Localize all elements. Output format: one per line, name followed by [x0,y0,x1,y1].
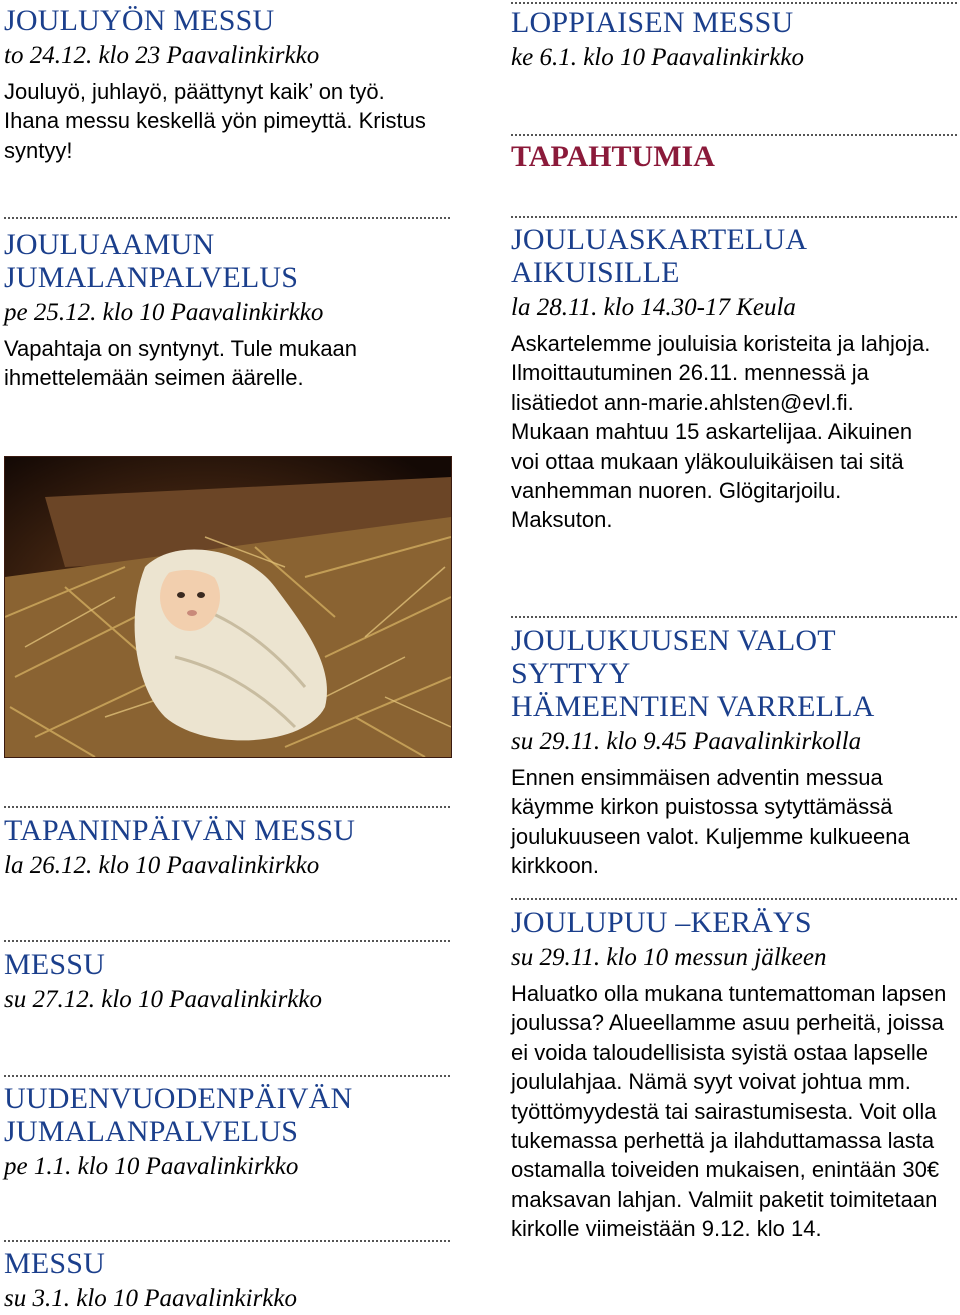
event-title-line2: JUMALANPALVELUS [4,1115,299,1148]
event-title-line1: JOULUKUUSEN VALOT SYTTYY [511,624,836,690]
event-description: Vapahtaja on syntynyt. Tule mukaan ihmettelemään seimen äärelle. [4,336,358,391]
event-time: su 29.11. klo 10 messun jälkeen [511,944,827,971]
divider [4,217,450,219]
event-description: Jouluyö, juhlayö, päättynyt kaik’ on työ. Ihana messu keskellä yön pimeyttä. Kristus syntyy! [4,79,426,163]
divider [511,898,957,900]
divider [4,806,450,808]
event-jouluaskartelua [511,223,957,535]
event-joulukuusen-valot [511,624,957,881]
event-time: pe 25.12. klo 10 Paavalinkirkko [4,299,324,326]
event-title: MESSU [4,1247,106,1280]
event-messu-27-12 [4,948,450,1021]
event-description: Ennen ensimmäisen adventin messua käymme kirkon puistossa sytyttämässä joulukuuseen valot. Kuljemme kulkueena kirkkoon. [511,765,910,879]
event-title: TAPANINPÄIVÄN MESSU [4,814,356,847]
event-title: LOPPIAISEN MESSU [511,6,794,39]
event-time: su 29.11. klo 9.45 Paavalinkirkolla [511,728,862,755]
event-title: MESSU [4,948,106,981]
event-time: su 3.1. klo 10 Paavalinkirkko [4,1285,297,1312]
event-title-line1: UUDENVUODENPÄIVÄN [4,1082,353,1115]
divider [4,940,450,942]
event-messu-3-1 [4,1247,450,1314]
event-description: Haluatko olla mukana tuntemattoman lapsen joulussa? Alueellamme asuu perheitä, joissa ei voida taloudellisista syistä ostaa lapselle joululahjaa. Nämä syyt voivat johtua mm. työttömyydestä tai sairastumisesta. Voit olla tukemassa perhettä ja ilahduttamassa lasta ostamalla toiveiden mukaisen, enintään 30€ maksavan lahjan. Valmiit paketit toimitetaan kirkolle viimeistään 9.12. klo 14. [511,981,947,1242]
event-uudenvuodenpaivan-jumalanpalvelus [4,1082,450,1188]
event-title-line1: JOULUAAMUN [4,228,215,261]
event-title: JOULUYÖN MESSU [4,4,275,37]
event-jouluyon-messu [4,4,450,165]
event-title-line2: AIKUISILLE [511,256,680,289]
event-jouluaamun-jumalanpalvelus [4,228,450,393]
event-time: su 27.12. klo 10 Paavalinkirkko [4,986,322,1013]
event-description: Askartelemme jouluisia koristeita ja lahjoja. Ilmoittautuminen 26.11. mennessä ja lisätiedot ann-marie.ahlsten@evl.fi. Mukaan mahtuu 15 askartelijaa. Aikuinen voi ottaa mukaan yläkouluikäisen tai sitä vanhemman nuoren. Glögitarjoilu. Maksuton. [511,331,931,533]
event-title-line1: JOULUASKARTELUA [511,223,808,256]
divider [4,1240,450,1242]
event-loppiaisen-messu [511,6,957,79]
divider [511,616,957,618]
event-time: pe 1.1. klo 10 Paavalinkirkko [4,1153,299,1180]
section-header-tapahtumia [511,140,957,174]
event-time: ke 6.1. klo 10 Paavalinkirkko [511,44,804,71]
event-time: la 28.11. klo 14.30-17 Keula [511,294,796,321]
event-tapaninpaivan-messu [4,814,450,887]
section-title: TAPAHTUMIA [511,140,715,173]
event-time: to 24.12. klo 23 Paavalinkirkko [4,42,320,69]
event-title-line2: JUMALANPALVELUS [4,261,299,294]
divider [511,134,957,136]
event-title: JOULUPUU –KERÄYS [511,906,812,939]
divider [511,2,957,4]
event-joulupuu-kerays [511,906,957,1244]
divider [4,1075,450,1077]
event-title-line2: HÄMEENTIEN VARRELLA [511,690,875,723]
nativity-doll-in-manger-image [4,456,452,758]
event-time: la 26.12. klo 10 Paavalinkirkko [4,852,320,879]
divider [511,216,957,218]
